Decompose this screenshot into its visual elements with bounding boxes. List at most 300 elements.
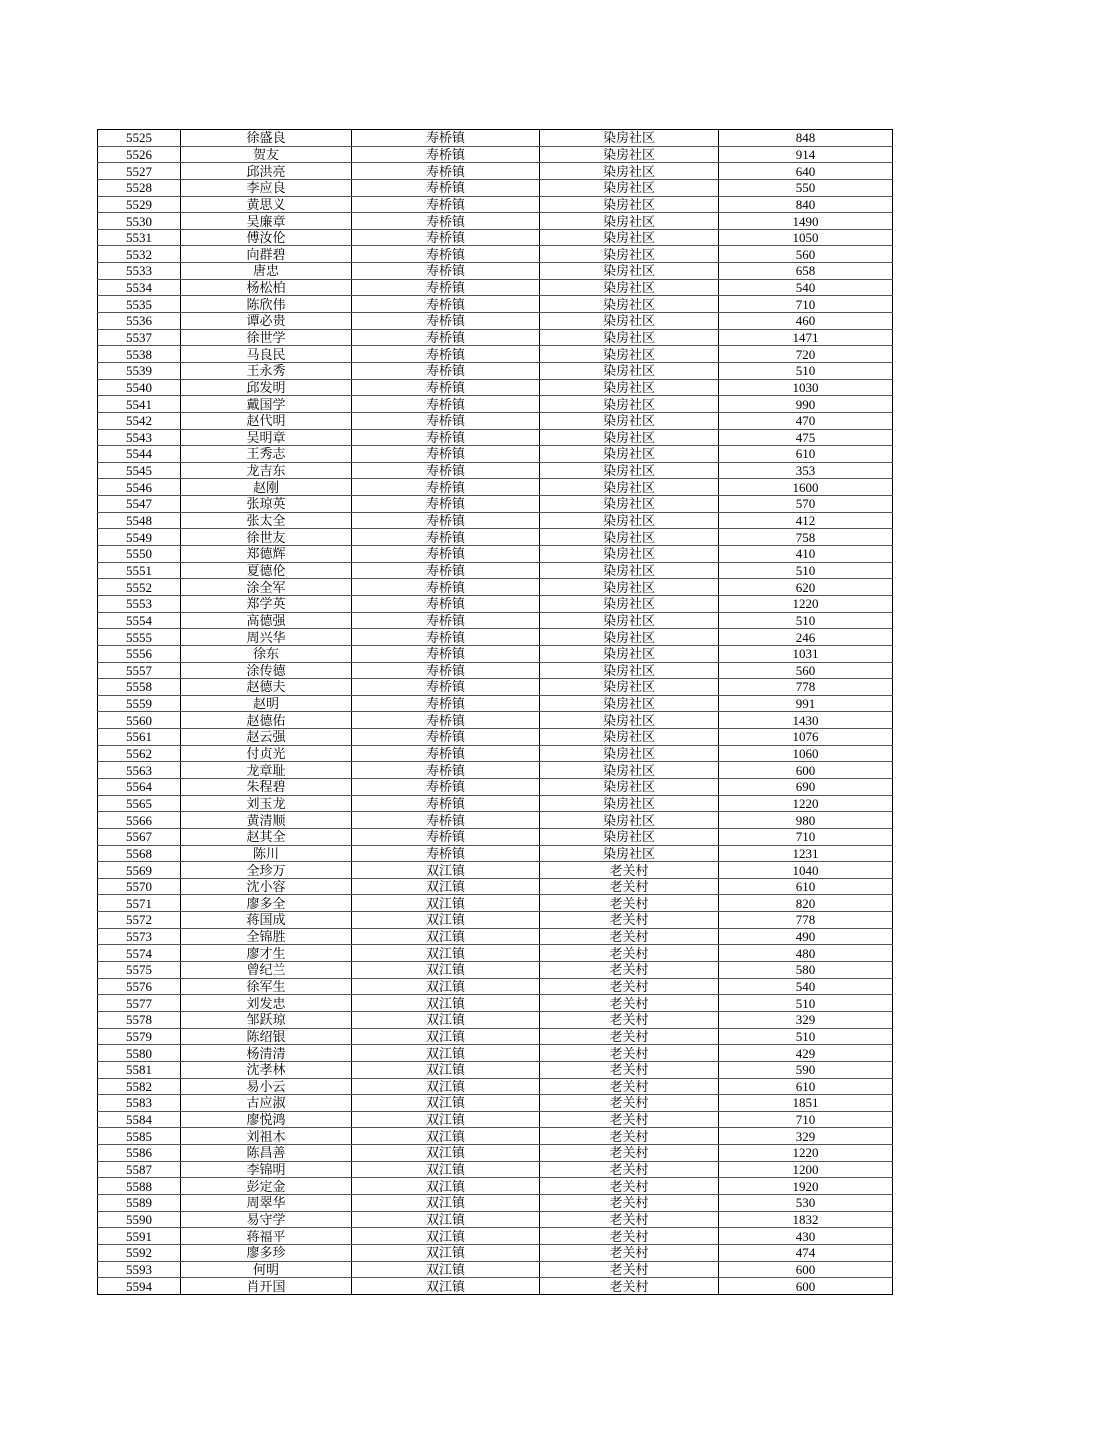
cell-name: 谭必贵 [181, 313, 352, 330]
table-row [98, 163, 893, 180]
cell-amount: 1600 [719, 479, 893, 496]
cell-name: 王永秀 [181, 362, 352, 379]
cell-town: 双江镇 [352, 1195, 540, 1212]
cell-amount: 990 [719, 396, 893, 413]
cell-id: 5575 [98, 962, 181, 979]
cell-town: 双江镇 [352, 945, 540, 962]
table-row [98, 246, 893, 263]
cell-community: 染房社区 [540, 745, 719, 762]
cell-id: 5572 [98, 912, 181, 929]
cell-name: 贺友 [181, 146, 352, 163]
cell-amount: 914 [719, 146, 893, 163]
cell-amount: 246 [719, 629, 893, 646]
table-row [98, 1261, 893, 1278]
table-row [98, 1278, 893, 1295]
cell-name: 周翠华 [181, 1195, 352, 1212]
cell-community: 染房社区 [540, 279, 719, 296]
cell-community: 染房社区 [540, 612, 719, 629]
cell-name: 刘祖木 [181, 1128, 352, 1145]
cell-name: 刘发忠 [181, 995, 352, 1012]
cell-id: 5576 [98, 978, 181, 995]
cell-amount: 570 [719, 496, 893, 513]
cell-amount: 329 [719, 1011, 893, 1028]
cell-community: 染房社区 [540, 778, 719, 795]
cell-id: 5547 [98, 496, 181, 513]
cell-community: 老关村 [540, 1278, 719, 1295]
cell-amount: 550 [719, 179, 893, 196]
cell-community: 染房社区 [540, 546, 719, 563]
table-row [98, 146, 893, 163]
table-row [98, 1061, 893, 1078]
cell-town: 寿桥镇 [352, 446, 540, 463]
cell-amount: 1076 [719, 729, 893, 746]
cell-id: 5548 [98, 512, 181, 529]
cell-amount: 600 [719, 762, 893, 779]
cell-town: 寿桥镇 [352, 579, 540, 596]
cell-name: 涂全军 [181, 579, 352, 596]
table-row [98, 546, 893, 563]
cell-community: 染房社区 [540, 529, 719, 546]
cell-name: 沈小容 [181, 878, 352, 895]
cell-community: 染房社区 [540, 462, 719, 479]
cell-name: 全锦胜 [181, 928, 352, 945]
cell-name: 徐世学 [181, 329, 352, 346]
table-row [98, 1178, 893, 1195]
cell-id: 5568 [98, 845, 181, 862]
cell-town: 寿桥镇 [352, 213, 540, 230]
cell-id: 5529 [98, 196, 181, 213]
table-row [98, 978, 893, 995]
cell-town: 寿桥镇 [352, 496, 540, 513]
cell-id: 5544 [98, 446, 181, 463]
cell-id: 5537 [98, 329, 181, 346]
table-row [98, 529, 893, 546]
cell-amount: 600 [719, 1261, 893, 1278]
table-row [98, 329, 893, 346]
cell-community: 染房社区 [540, 163, 719, 180]
cell-id: 5535 [98, 296, 181, 313]
cell-amount: 720 [719, 346, 893, 363]
cell-id: 5589 [98, 1195, 181, 1212]
table-row [98, 679, 893, 696]
cell-name: 何明 [181, 1261, 352, 1278]
cell-amount: 1031 [719, 645, 893, 662]
cell-name: 易小云 [181, 1078, 352, 1095]
cell-amount: 353 [719, 462, 893, 479]
table-row [98, 462, 893, 479]
cell-town: 寿桥镇 [352, 629, 540, 646]
cell-amount: 490 [719, 928, 893, 945]
cell-id: 5563 [98, 762, 181, 779]
cell-name: 周兴华 [181, 629, 352, 646]
cell-name: 易守学 [181, 1211, 352, 1228]
cell-community: 染房社区 [540, 645, 719, 662]
cell-community: 染房社区 [540, 263, 719, 280]
cell-id: 5574 [98, 945, 181, 962]
cell-town: 双江镇 [352, 878, 540, 895]
cell-town: 双江镇 [352, 962, 540, 979]
cell-town: 双江镇 [352, 895, 540, 912]
cell-id: 5556 [98, 645, 181, 662]
cell-id: 5541 [98, 396, 181, 413]
table-row [98, 379, 893, 396]
table-row [98, 995, 893, 1012]
cell-amount: 474 [719, 1244, 893, 1261]
cell-town: 双江镇 [352, 1228, 540, 1245]
table-row [98, 579, 893, 596]
cell-name: 廖悦鸿 [181, 1111, 352, 1128]
cell-id: 5584 [98, 1111, 181, 1128]
table-row [98, 828, 893, 845]
table-row [98, 313, 893, 330]
cell-amount: 1430 [719, 712, 893, 729]
cell-id: 5558 [98, 679, 181, 696]
cell-id: 5582 [98, 1078, 181, 1095]
cell-id: 5539 [98, 362, 181, 379]
cell-town: 寿桥镇 [352, 263, 540, 280]
cell-town: 寿桥镇 [352, 296, 540, 313]
cell-town: 双江镇 [352, 1078, 540, 1095]
cell-town: 寿桥镇 [352, 229, 540, 246]
cell-id: 5581 [98, 1061, 181, 1078]
cell-id: 5591 [98, 1228, 181, 1245]
cell-id: 5580 [98, 1045, 181, 1062]
cell-name: 廖才生 [181, 945, 352, 962]
table-row [98, 1045, 893, 1062]
cell-community: 染房社区 [540, 729, 719, 746]
cell-town: 寿桥镇 [352, 462, 540, 479]
cell-id: 5543 [98, 429, 181, 446]
cell-community: 染房社区 [540, 246, 719, 263]
cell-name: 徐盛良 [181, 130, 352, 147]
cell-amount: 690 [719, 778, 893, 795]
cell-id: 5533 [98, 263, 181, 280]
cell-amount: 710 [719, 1111, 893, 1128]
cell-town: 寿桥镇 [352, 695, 540, 712]
cell-amount: 1471 [719, 329, 893, 346]
cell-community: 老关村 [540, 1128, 719, 1145]
cell-amount: 778 [719, 912, 893, 929]
cell-name: 李锦明 [181, 1161, 352, 1178]
cell-community: 老关村 [540, 962, 719, 979]
cell-community: 染房社区 [540, 812, 719, 829]
cell-community: 染房社区 [540, 762, 719, 779]
cell-amount: 840 [719, 196, 893, 213]
cell-amount: 510 [719, 362, 893, 379]
cell-name: 张琼英 [181, 496, 352, 513]
cell-id: 5555 [98, 629, 181, 646]
cell-amount: 560 [719, 246, 893, 263]
cell-town: 寿桥镇 [352, 179, 540, 196]
cell-amount: 1851 [719, 1095, 893, 1112]
table-row [98, 662, 893, 679]
cell-town: 双江镇 [352, 1278, 540, 1295]
cell-town: 双江镇 [352, 912, 540, 929]
cell-community: 染房社区 [540, 429, 719, 446]
cell-id: 5592 [98, 1244, 181, 1261]
cell-id: 5573 [98, 928, 181, 945]
table-row [98, 512, 893, 529]
cell-id: 5550 [98, 546, 181, 563]
cell-community: 染房社区 [540, 179, 719, 196]
cell-town: 寿桥镇 [352, 562, 540, 579]
cell-amount: 430 [719, 1228, 893, 1245]
cell-name: 徐东 [181, 645, 352, 662]
cell-id: 5534 [98, 279, 181, 296]
cell-id: 5571 [98, 895, 181, 912]
cell-id: 5569 [98, 862, 181, 879]
cell-town: 寿桥镇 [352, 362, 540, 379]
cell-name: 夏德伦 [181, 562, 352, 579]
cell-name: 戴国学 [181, 396, 352, 413]
table-row [98, 778, 893, 795]
table-row [98, 1195, 893, 1212]
cell-town: 寿桥镇 [352, 379, 540, 396]
cell-amount: 560 [719, 662, 893, 679]
cell-amount: 991 [719, 695, 893, 712]
table-row [98, 229, 893, 246]
cell-amount: 710 [719, 296, 893, 313]
table-row [98, 1244, 893, 1261]
cell-community: 染房社区 [540, 146, 719, 163]
cell-amount: 580 [719, 962, 893, 979]
cell-community: 染房社区 [540, 828, 719, 845]
cell-id: 5586 [98, 1145, 181, 1162]
table-row [98, 263, 893, 280]
cell-amount: 460 [719, 313, 893, 330]
cell-id: 5578 [98, 1011, 181, 1028]
table-row [98, 812, 893, 829]
cell-amount: 329 [719, 1128, 893, 1145]
cell-id: 5562 [98, 745, 181, 762]
table-row [98, 845, 893, 862]
cell-community: 染房社区 [540, 579, 719, 596]
cell-town: 双江镇 [352, 1161, 540, 1178]
cell-town: 寿桥镇 [352, 679, 540, 696]
cell-id: 5538 [98, 346, 181, 363]
cell-town: 寿桥镇 [352, 196, 540, 213]
cell-town: 寿桥镇 [352, 745, 540, 762]
cell-id: 5552 [98, 579, 181, 596]
cell-town: 寿桥镇 [352, 595, 540, 612]
cell-id: 5579 [98, 1028, 181, 1045]
cell-id: 5532 [98, 246, 181, 263]
cell-town: 寿桥镇 [352, 845, 540, 862]
cell-name: 徐军生 [181, 978, 352, 995]
cell-community: 老关村 [540, 928, 719, 945]
table-row [98, 912, 893, 929]
cell-name: 唐忠 [181, 263, 352, 280]
cell-name: 马良民 [181, 346, 352, 363]
cell-town: 寿桥镇 [352, 729, 540, 746]
cell-name: 杨清清 [181, 1045, 352, 1062]
cell-town: 双江镇 [352, 1011, 540, 1028]
cell-id: 5557 [98, 662, 181, 679]
cell-community: 染房社区 [540, 496, 719, 513]
cell-amount: 530 [719, 1195, 893, 1212]
cell-town: 双江镇 [352, 1145, 540, 1162]
cell-name: 陈昌善 [181, 1145, 352, 1162]
cell-name: 陈绍银 [181, 1028, 352, 1045]
cell-amount: 475 [719, 429, 893, 446]
cell-name: 吴明章 [181, 429, 352, 446]
cell-id: 5577 [98, 995, 181, 1012]
table-row [98, 1028, 893, 1045]
cell-name: 杨松柏 [181, 279, 352, 296]
cell-amount: 1040 [719, 862, 893, 879]
cell-id: 5536 [98, 313, 181, 330]
cell-community: 染房社区 [540, 662, 719, 679]
cell-id: 5564 [98, 778, 181, 795]
table-row [98, 1211, 893, 1228]
table-row [98, 895, 893, 912]
table-row [98, 762, 893, 779]
cell-community: 染房社区 [540, 479, 719, 496]
cell-name: 赵德夫 [181, 679, 352, 696]
cell-town: 寿桥镇 [352, 279, 540, 296]
cell-town: 双江镇 [352, 995, 540, 1012]
cell-town: 双江镇 [352, 862, 540, 879]
cell-amount: 600 [719, 1278, 893, 1295]
cell-amount: 540 [719, 978, 893, 995]
cell-community: 老关村 [540, 862, 719, 879]
cell-town: 双江镇 [352, 1244, 540, 1261]
cell-community: 老关村 [540, 1228, 719, 1245]
cell-name: 付贞光 [181, 745, 352, 762]
cell-name: 龙吉东 [181, 462, 352, 479]
table-row [98, 945, 893, 962]
cell-id: 5593 [98, 1261, 181, 1278]
cell-name: 邱洪亮 [181, 163, 352, 180]
cell-name: 赵德佑 [181, 712, 352, 729]
cell-community: 染房社区 [540, 313, 719, 330]
cell-community: 染房社区 [540, 845, 719, 862]
cell-town: 寿桥镇 [352, 546, 540, 563]
cell-id: 5549 [98, 529, 181, 546]
cell-amount: 658 [719, 263, 893, 280]
cell-amount: 1220 [719, 1145, 893, 1162]
table-row [98, 795, 893, 812]
cell-name: 古应淑 [181, 1095, 352, 1112]
cell-name: 廖多珍 [181, 1244, 352, 1261]
cell-community: 老关村 [540, 1261, 719, 1278]
table-row [98, 196, 893, 213]
cell-amount: 1050 [719, 229, 893, 246]
cell-town: 双江镇 [352, 1061, 540, 1078]
cell-town: 双江镇 [352, 1261, 540, 1278]
cell-id: 5527 [98, 163, 181, 180]
table-row [98, 1095, 893, 1112]
table-row [98, 745, 893, 762]
cell-amount: 540 [719, 279, 893, 296]
cell-town: 寿桥镇 [352, 313, 540, 330]
cell-amount: 1200 [719, 1161, 893, 1178]
cell-community: 染房社区 [540, 362, 719, 379]
cell-community: 老关村 [540, 995, 719, 1012]
cell-name: 沈孝林 [181, 1061, 352, 1078]
table-row [98, 562, 893, 579]
cell-name: 赵其全 [181, 828, 352, 845]
cell-name: 邹跃琼 [181, 1011, 352, 1028]
cell-name: 傅汝伦 [181, 229, 352, 246]
cell-town: 双江镇 [352, 928, 540, 945]
cell-name: 赵代明 [181, 412, 352, 429]
table-row [98, 279, 893, 296]
cell-id: 5530 [98, 213, 181, 230]
table-row [98, 296, 893, 313]
cell-amount: 1220 [719, 795, 893, 812]
cell-name: 龙章耻 [181, 762, 352, 779]
table-body [98, 130, 893, 1295]
cell-town: 双江镇 [352, 978, 540, 995]
table-row [98, 213, 893, 230]
cell-town: 寿桥镇 [352, 479, 540, 496]
table-row [98, 1078, 893, 1095]
cell-amount: 1490 [719, 213, 893, 230]
cell-name: 徐世友 [181, 529, 352, 546]
cell-id: 5570 [98, 878, 181, 895]
cell-name: 邱发明 [181, 379, 352, 396]
cell-community: 染房社区 [540, 396, 719, 413]
cell-id: 5559 [98, 695, 181, 712]
cell-town: 寿桥镇 [352, 512, 540, 529]
cell-amount: 590 [719, 1061, 893, 1078]
cell-name: 肖开国 [181, 1278, 352, 1295]
cell-town: 寿桥镇 [352, 246, 540, 263]
cell-community: 老关村 [540, 912, 719, 929]
cell-name: 赵云强 [181, 729, 352, 746]
cell-amount: 1060 [719, 745, 893, 762]
cell-id: 5551 [98, 562, 181, 579]
cell-id: 5540 [98, 379, 181, 396]
cell-amount: 470 [719, 412, 893, 429]
table-row [98, 1128, 893, 1145]
table-row [98, 496, 893, 513]
cell-town: 双江镇 [352, 1178, 540, 1195]
cell-name: 郑德辉 [181, 546, 352, 563]
cell-town: 寿桥镇 [352, 612, 540, 629]
table-row [98, 645, 893, 662]
cell-name: 蒋福平 [181, 1228, 352, 1245]
cell-town: 寿桥镇 [352, 429, 540, 446]
table-row [98, 878, 893, 895]
cell-community: 染房社区 [540, 296, 719, 313]
cell-name: 向群碧 [181, 246, 352, 263]
cell-community: 老关村 [540, 878, 719, 895]
table-row [98, 346, 893, 363]
cell-community: 老关村 [540, 1211, 719, 1228]
cell-town: 寿桥镇 [352, 163, 540, 180]
cell-id: 5566 [98, 812, 181, 829]
cell-community: 老关村 [540, 1011, 719, 1028]
cell-name: 黄思义 [181, 196, 352, 213]
cell-name: 郑学英 [181, 595, 352, 612]
cell-id: 5545 [98, 462, 181, 479]
cell-community: 染房社区 [540, 229, 719, 246]
cell-amount: 1920 [719, 1178, 893, 1195]
cell-community: 老关村 [540, 1195, 719, 1212]
cell-amount: 510 [719, 612, 893, 629]
cell-community: 染房社区 [540, 679, 719, 696]
cell-town: 寿桥镇 [352, 412, 540, 429]
table-row [98, 729, 893, 746]
cell-id: 5587 [98, 1161, 181, 1178]
cell-id: 5585 [98, 1128, 181, 1145]
table-row [98, 1111, 893, 1128]
cell-id: 5528 [98, 179, 181, 196]
cell-amount: 412 [719, 512, 893, 529]
cell-id: 5565 [98, 795, 181, 812]
